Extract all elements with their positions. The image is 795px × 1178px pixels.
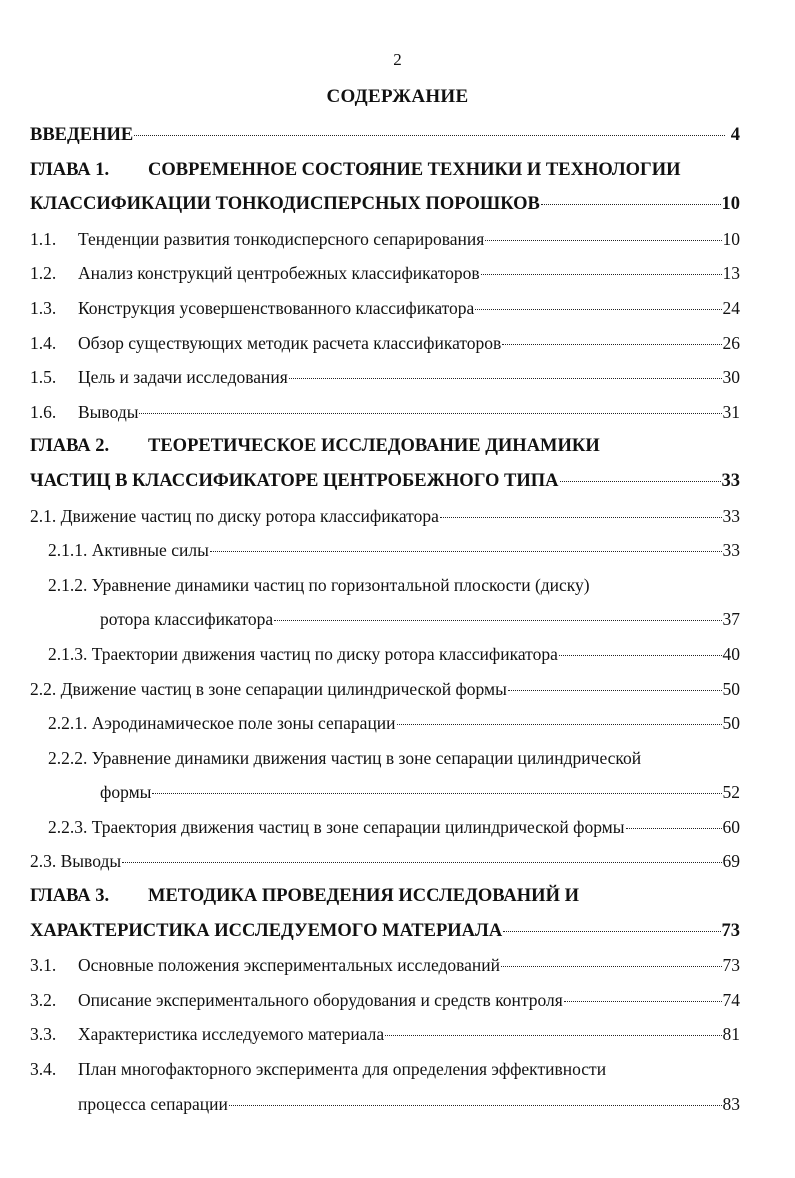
toc-entry-2-2-1[interactable] [30,706,740,741]
dot-leader [152,793,721,794]
toc-entry-3-4[interactable] [30,1052,740,1087]
toc-entry-title: 2.1.1. Активные силы [48,540,209,561]
toc-entry-page: 40 [722,643,740,664]
dot-leader [289,378,722,379]
dot-leader [560,481,721,482]
toc-entry-page: 81 [722,1024,740,1045]
toc-entry-title: формы [100,782,152,803]
toc-title: СОДЕРЖАНИЕ [326,86,469,107]
toc-entry-chapter-3[interactable] [30,879,740,914]
toc-entry-2-1-3[interactable] [30,637,740,672]
dot-leader [397,724,722,725]
dot-leader [502,344,721,345]
dot-leader [385,1035,721,1036]
toc-entry-title: 2.3. Выводы [30,851,122,872]
dot-leader [440,517,722,518]
toc-entry-2-2-2[interactable] [30,741,740,776]
toc-entry-number: 1.1. [30,228,57,249]
dot-leader [541,204,721,205]
toc-entry-page: 24 [722,297,740,318]
dot-leader [503,931,720,932]
toc-entry-2-2[interactable] [30,672,740,707]
toc-entry-title: План многофакторного эксперимента для определения эффективности [78,1059,607,1080]
page-number: 2 [393,50,402,69]
toc-entry-title: Конструкция усовершенствованного классификатора [78,297,475,318]
toc-entry-number: 1.6. [30,401,57,422]
toc-entry-number: 1.3. [30,297,57,318]
toc-entry-2-2-2-cont[interactable] [30,775,740,810]
toc-entry-2-1[interactable] [30,499,740,534]
toc-entry-number: 1.4. [30,332,57,353]
toc-entry-page: 33 [722,540,740,561]
toc-entry-title: ХАРАКТЕРИСТИКА ИССЛЕДУЕМОГО МАТЕРИАЛА [30,920,503,941]
dot-leader [564,1001,722,1002]
toc-entry-1-4[interactable] [30,326,740,361]
toc-entry-title: Описание экспериментального оборудования и средств контроля [78,989,563,1010]
toc-entry-number: 3.3. [30,1024,57,1045]
toc-entry-2-1-2[interactable] [30,568,740,603]
dot-leader [122,862,721,863]
toc-entry-2-1-2-cont[interactable] [30,602,740,637]
toc-entry-page: 10 [722,228,740,249]
toc-entry-title: Цель и задачи исследования [78,367,288,388]
toc-entry-title: 2.2.1. Аэродинамическое поле зоны сепарации [48,713,396,734]
toc-entry-number: 3.4. [30,1059,57,1080]
toc-entry-chapter-2-cont[interactable] [30,464,740,499]
toc-entry-number: 1.5. [30,367,57,388]
toc-entry-title: КЛАССИФИКАЦИИ ТОНКОДИСПЕРСНЫХ ПОРОШКОВ [30,194,540,215]
dot-leader [481,274,722,275]
toc-entry-page: 83 [722,1093,740,1114]
toc-entry-chapter-1[interactable] [30,153,740,188]
toc-entry-page: 50 [722,713,740,734]
toc-entry-title: 2.1.3. Траектории движения частиц по диску ротора классификатора [48,643,558,664]
toc-entry-title: 2.1.2. Уравнение динамики частиц по горизонтальной плоскости (диску) [48,574,590,595]
toc-entry-page: 69 [722,851,740,872]
toc-entry-title: СОВРЕМЕННОЕ СОСТОЯНИЕ ТЕХНИКИ И ТЕХНОЛОГИИ [148,159,681,180]
toc-entry-page: 10 [721,194,740,215]
toc-entry-page: 37 [722,609,740,630]
toc-entry-3-2[interactable] [30,983,740,1018]
dot-leader [501,966,721,967]
toc-entry-title: МЕТОДИКА ПРОВЕДЕНИЯ ИССЛЕДОВАНИЙ И [148,886,579,907]
toc-entry-number: ГЛАВА 1. [30,159,110,180]
toc-entry-title: ТЕОРЕТИЧЕСКОЕ ИССЛЕДОВАНИЕ ДИНАМИКИ [148,436,600,457]
toc-entry-page: 31 [722,401,740,422]
toc-entry-title: 2.1. Движение частиц по диску ротора классификатора [30,505,439,526]
toc-entry-1-1[interactable] [30,222,740,257]
toc-entry-page: 33 [721,470,740,491]
toc-entry-page: 33 [722,505,740,526]
toc-entry-page: 74 [722,989,740,1010]
toc-entry-page: 73 [722,955,740,976]
toc-entry-3-3[interactable] [30,1017,740,1052]
dot-leader [626,828,722,829]
toc-entry-3-1[interactable] [30,948,740,983]
toc-entry-number: 1.2. [30,263,57,284]
dot-leader [559,655,722,656]
toc-entry-title: процесса сепарации [78,1093,228,1114]
dot-leader [229,1105,722,1106]
dot-leader [485,240,721,241]
toc-entry-page: 52 [722,782,740,803]
toc-entry-page: 26 [722,332,740,353]
toc-entry-chapter-2[interactable] [30,429,740,464]
toc-entry-2-1-1[interactable] [30,533,740,568]
toc-entry-title: Обзор существующих методик расчета классификаторов [78,332,502,353]
dot-leader [134,135,725,136]
toc-entry-title: ротора классификатора [100,609,274,630]
toc-entry-title: 2.2. Движение частиц в зоне сепарации цилиндрической формы [30,678,507,699]
dot-leader [274,620,721,621]
toc-entry-page: 50 [722,678,740,699]
toc-entry-title: Выводы [78,401,139,422]
toc-entry-number: ГЛАВА 2. [30,436,110,457]
toc-entry-page: 60 [722,816,740,837]
toc-entry-title: Тенденции развития тонкодисперсного сепарирования [78,228,485,249]
toc-entry-1-3[interactable] [30,291,740,326]
toc-entry-title: ЧАСТИЦ В КЛАССИФИКАТОРЕ ЦЕНТРОБЕЖНОГО ТИПА [30,470,559,491]
toc-entry-number: 3.1. [30,955,57,976]
toc-entry-2-3[interactable] [30,844,740,879]
dot-leader [139,413,721,414]
toc-entry-1-6[interactable] [30,395,740,430]
toc-entry-2-2-3[interactable] [30,810,740,845]
toc-entry-title: Анализ конструкций центробежных классификаторов [78,263,480,284]
toc-entry-title: Характеристика исследуемого материала [78,1024,385,1045]
toc-entry-number: 3.2. [30,989,57,1010]
toc-entry-page: 13 [722,263,740,284]
toc-entry-number: ГЛАВА 3. [30,886,110,907]
toc-entry-page: 30 [722,367,740,388]
dot-leader [508,690,722,691]
toc-entry-chapter-3-cont[interactable] [30,914,740,949]
dot-leader [210,551,722,552]
toc-entry-introduction[interactable] [30,118,740,153]
toc-entry-1-2[interactable] [30,256,740,291]
toc-entry-3-4-cont[interactable] [30,1087,740,1122]
toc-entry-page: 4 [730,125,740,145]
toc-entry-title: ВВЕДЕНИЕ [30,125,134,145]
toc-entry-title: 2.2.3. Траектория движения частиц в зоне сепарации цилиндрической формы [48,816,625,837]
toc-entry-page: 73 [721,920,740,941]
dot-leader [475,309,721,310]
toc-entry-chapter-1-cont[interactable] [30,187,740,222]
toc-entry-title: Основные положения экспериментальных исследований [78,955,501,976]
toc-entry-title: 2.2.2. Уравнение динамики движения частиц в зоне сепарации цилиндрической [48,747,642,768]
toc-entry-1-5[interactable] [30,360,740,395]
table-of-contents [30,118,740,1121]
